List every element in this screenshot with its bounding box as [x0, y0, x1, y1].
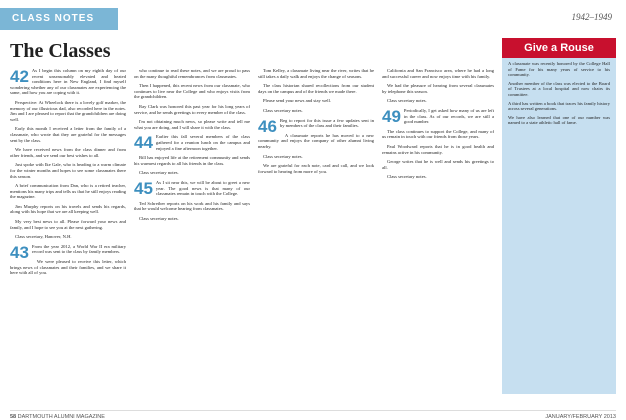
note-text: Periodically, I get asked how many of us are left in the class. As of our records, we are still a good number.	[403, 107, 494, 125]
note-text: who continue to read these notes, and we are proud to pass on the many thoughtful remembrances from classmates.	[134, 68, 250, 79]
note-text: Just spoke with Ike Gale, who is heading to a warm climate for the winter months and hopes to see some classmates there this season.	[10, 162, 126, 179]
note-text: Class secretary notes.	[263, 153, 303, 159]
class-note-paragraph	[258, 163, 374, 174]
note-text: Jim Murphy reports on his travels and sends his regards, along with his hope that we are all keeping well.	[10, 203, 126, 215]
footer-left	[10, 414, 105, 420]
note-text: Then I happened, this recent news from our classmate, who continues to live near the College and who enjoys visits from the grandchildren.	[134, 83, 250, 100]
section-tab: CLASS NOTES	[0, 8, 118, 30]
column-4	[382, 68, 494, 394]
note-text: Tom Kelley, a classmate living near the river, writes that he still takes a daily walk and enjoys the change of seasons.	[258, 68, 374, 79]
class-note-paragraph	[134, 216, 250, 222]
give-a-rouse-sidebar	[502, 38, 616, 394]
class-note-paragraph	[134, 83, 250, 100]
class-note-paragraph	[10, 219, 126, 230]
class-note-44	[134, 134, 250, 151]
class-year-number: 45	[134, 178, 153, 198]
class-year-number: 42	[10, 68, 29, 86]
class-note-paragraph	[134, 104, 250, 115]
class-note-paragraph	[382, 174, 494, 180]
class-note-paragraph	[134, 201, 250, 212]
note-text: Class secretary, Hanover, N.H.	[15, 234, 72, 240]
note-text: Please send your news and stay well.	[263, 98, 331, 104]
note-text: A classmate reports he has moved to a new community and enjoys the company of other alumni living nearby.	[258, 132, 374, 149]
note-text: Paul Woodward reports that he is in good health and remains active in his community.	[382, 143, 494, 155]
note-text: As I begin this column on my eighth day of our recent unseasonably elevated and heated conditions here in New England, I find myself wondering whether any of our classmates are experiencing the same, and how you are coping with it.	[10, 68, 126, 96]
class-note-paragraph	[10, 147, 126, 158]
class-note-paragraph	[134, 119, 250, 130]
note-text: Class secretary notes.	[387, 98, 427, 104]
note-text: The class continues to support the College, and many of us remain in touch with our friends from those years.	[382, 128, 494, 140]
class-note-paragraph	[10, 234, 126, 240]
class-note-paragraph	[134, 68, 250, 79]
class-note-49	[382, 108, 494, 125]
page-footer	[10, 410, 616, 420]
class-note-paragraph	[258, 83, 374, 94]
note-text: From the year 2012, a World War II era military record was sent to the class by family members.	[31, 243, 126, 255]
sidebar-item: A classmate was recently honored by the College Hall of Fame for his many years of service to his community.	[508, 61, 610, 78]
class-note-paragraph	[10, 162, 126, 179]
note-text: We had the pleasure of hearing from several classmates by telephone this season.	[382, 83, 494, 94]
class-note-46	[258, 116, 374, 136]
class-note-paragraph	[10, 126, 126, 143]
class-years: 1942–1949	[571, 12, 612, 22]
note-text: Beg to report for this issue a few updates sent in by members of the class and their families.	[279, 117, 374, 129]
class-year-number: 44	[134, 133, 153, 153]
column-2	[134, 68, 250, 394]
note-text: My very best news to all. Please forward your news and family, and I hope to see you at the next gathering.	[10, 219, 126, 230]
note-text: The class historian shared recollections from our student days on the campus and of the friends we made there.	[258, 83, 374, 94]
note-text: Ray Clark was honored this past year for his long years of service, and he sends greetings to every member of the class.	[134, 103, 250, 115]
sidebar-item: A third has written a book that traces his family history across several generations.	[508, 100, 610, 112]
column-3	[258, 68, 374, 394]
class-note-45	[134, 180, 250, 197]
page-number: 58	[10, 414, 17, 420]
class-note-paragraph	[10, 100, 126, 122]
sidebar-item: We have also learned that one of our number was named to a state athletic hall of fame.	[508, 114, 610, 126]
class-note-paragraph	[382, 129, 494, 140]
note-text: Class secretary notes.	[139, 215, 179, 221]
class-note-paragraph	[382, 83, 494, 94]
class-note-paragraph	[10, 183, 126, 200]
page-title: The Classes	[10, 40, 111, 62]
note-text: Perspective: At Wheelock there is a lovely golf marker, the memory of our illustrious dad, also recorded here in the notes. Jim and I are pleased to report that the grandchildren are doing well.	[10, 99, 126, 122]
class-note-paragraph	[134, 155, 250, 166]
sidebar-items	[502, 61, 616, 126]
class-note-paragraph	[382, 144, 494, 155]
sidebar-item: Another member of the class was elected to the Board of Trustees at a local hospital and now chairs its committee.	[508, 80, 610, 97]
note-text: Early this month I received a letter from the family of a classmate, who wrote that they are grateful for the messages sent by the class.	[10, 126, 126, 143]
note-text: California and San Francisco area, where he had a long and successful career and now enjoys time with his family.	[382, 68, 494, 79]
note-text: Ted Schreiber reports on his work and his family and says that he would welcome hearing from classmates.	[134, 200, 250, 212]
note-text: I'm not obtaining much news, so please write and tell me what you are doing, and I will share it with the class.	[134, 119, 250, 130]
class-note-paragraph	[382, 68, 494, 79]
note-text: Bill has enjoyed life at the retirement community and sends his warmest regards to all his friends in the class.	[134, 155, 250, 166]
magazine-name: DARTMOUTH ALUMNI MAGAZINE	[17, 414, 105, 420]
note-text: We have received news from the class dinner and from other friends, and we send our best wishes to all.	[10, 147, 126, 158]
note-text: Earlier this fall several members of the class gathered for a reunion lunch on the campus and enjoyed a fine afternoon together.	[155, 134, 250, 151]
issue-date: JANUARY/FEBRUARY 2013	[545, 414, 616, 420]
note-text: We were pleased to receive this letter, which brings news of classmates and their families, and we share it here with all of you.	[10, 259, 126, 276]
class-note-paragraph	[134, 170, 250, 176]
note-text: As I sit near this, we will be about to greet a new year. The good news is that many of our classmates remain in touch with the College.	[155, 179, 250, 197]
note-text: A brief communication from Dan, who is a retired teacher, mentions his many trips and tells us that he still enjoys reading the magazine.	[10, 183, 126, 200]
class-note-paragraph	[10, 204, 126, 215]
class-year-number: 49	[382, 106, 401, 126]
class-note-43	[10, 242, 126, 262]
class-note-paragraph	[382, 159, 494, 170]
class-note-paragraph	[382, 98, 494, 104]
class-note-paragraph	[258, 98, 374, 104]
class-year-number: 43	[10, 242, 29, 262]
note-text: Class secretary notes.	[139, 170, 179, 176]
class-note-42	[10, 68, 126, 96]
note-text: We are grateful for each note, card and call, and we look forward to hearing from more of you.	[258, 163, 374, 174]
sidebar-heading: Give a Rouse	[502, 38, 616, 58]
class-note-paragraph	[258, 154, 374, 160]
class-year-number: 46	[258, 116, 277, 136]
note-text: George writes that he is well and sends his greetings to all.	[382, 159, 494, 170]
note-text: Class secretary notes.	[263, 107, 303, 113]
note-text: Class secretary notes.	[387, 174, 427, 180]
column-1	[10, 68, 126, 394]
class-note-paragraph	[258, 68, 374, 79]
class-note-paragraph	[258, 108, 374, 114]
